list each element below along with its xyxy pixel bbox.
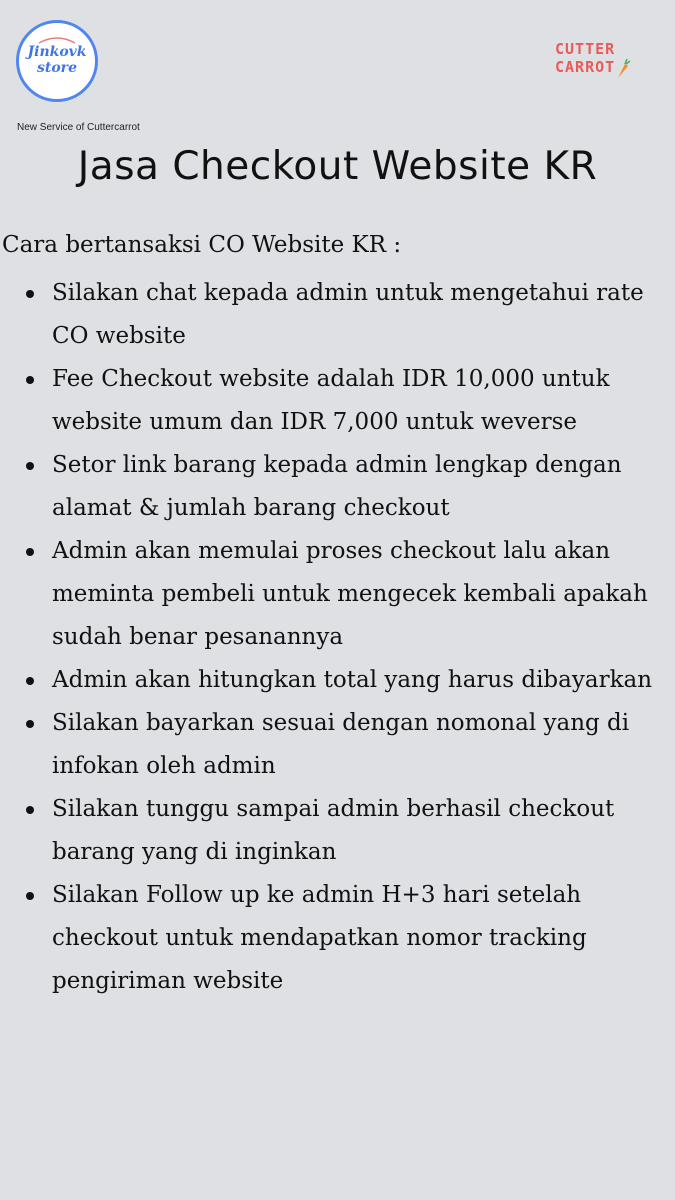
tagline: New Service of Cuttercarrot bbox=[17, 122, 140, 133]
logo-left-line2: store bbox=[37, 60, 77, 76]
bullet-icon bbox=[26, 892, 34, 900]
step-text: Silakan tunggu sampai admin berhasil checkout barang yang di inginkan bbox=[52, 796, 615, 865]
logo-left-line1: Jinkovk bbox=[27, 44, 87, 60]
intro-text: Cara bertansaksi CO Website KR : bbox=[2, 232, 402, 258]
bullet-icon bbox=[26, 806, 34, 814]
step-text: Silakan chat kepada admin untuk mengetahui rate CO website bbox=[52, 280, 644, 349]
bullet-icon bbox=[26, 677, 34, 685]
step-text: Fee Checkout website adalah IDR 10,000 untuk website umum dan IDR 7,000 untuk weverse bbox=[52, 366, 610, 435]
bullet-icon bbox=[26, 290, 34, 298]
step-text: Silakan Follow up ke admin H+3 hari setelah checkout untuk mendapatkan nomor tracking pengiriman website bbox=[52, 882, 587, 994]
step-text: Silakan bayarkan sesuai dengan nomonal yang di infokan oleh admin bbox=[52, 710, 630, 779]
list-item bbox=[22, 444, 672, 530]
list-item bbox=[22, 874, 672, 1003]
list-item bbox=[22, 358, 672, 444]
step-text: Setor link barang kepada admin lengkap dengan alamat & jumlah barang checkout bbox=[52, 452, 622, 521]
list-item bbox=[22, 788, 672, 874]
list-item bbox=[22, 530, 672, 659]
list-item bbox=[22, 272, 672, 358]
step-text: Admin akan hitungkan total yang harus dibayarkan bbox=[52, 667, 653, 693]
bullet-icon bbox=[26, 462, 34, 470]
logo-right-line2: CARROT bbox=[555, 58, 616, 76]
bullet-icon bbox=[26, 376, 34, 384]
cuttercarrot-logo bbox=[555, 40, 635, 88]
list-item bbox=[22, 659, 672, 702]
page-title: Jasa Checkout Website KR bbox=[77, 144, 598, 189]
carrot-icon bbox=[615, 58, 631, 80]
logo-right-line1: CUTTER bbox=[555, 40, 616, 58]
step-text: Admin akan memulai proses checkout lalu akan meminta pembeli untuk mengecek kembali apakah sudah benar pesanannya bbox=[52, 538, 648, 650]
bullet-icon bbox=[26, 720, 34, 728]
steps-list bbox=[22, 272, 672, 1003]
list-item bbox=[22, 702, 672, 788]
jinkovk-store-logo bbox=[16, 20, 98, 102]
bullet-icon bbox=[26, 548, 34, 556]
